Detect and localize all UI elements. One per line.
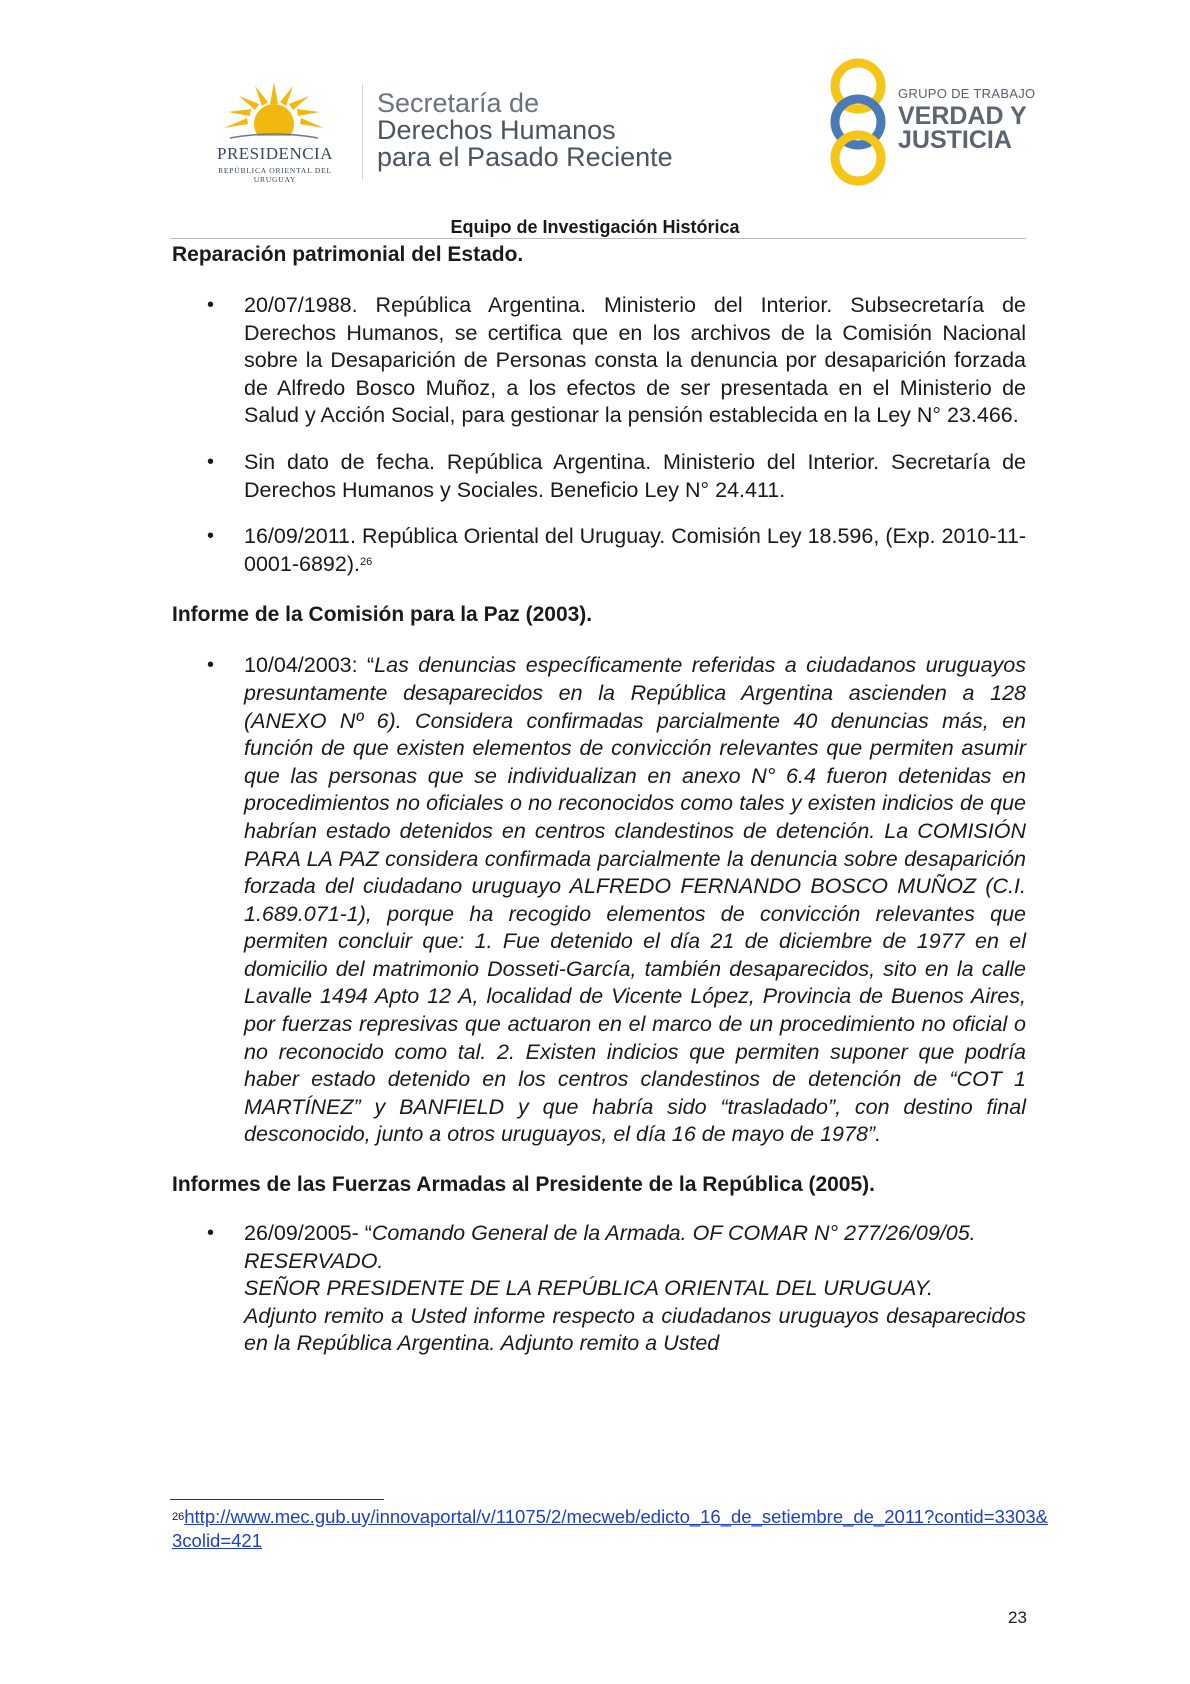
footnote <box>172 1505 1052 1553</box>
list-item-quote-line-4: Adjunto remito a Usted informe respecto a ciudadanos uruguayos desaparecidos en la República Argentina. Adjunto remito a Usted <box>244 1303 1026 1356</box>
presidencia-name: PRESIDENCIA <box>216 144 333 163</box>
grupo-line-1: VERDAD Y <box>898 102 1027 130</box>
list-item <box>172 1220 1026 1358</box>
list-item-quote-line-2: RESERVADO. <box>244 1248 384 1273</box>
secretaria-line-3: para el Pasado Reciente <box>377 142 673 172</box>
secretaria-line-1: Secretaría de <box>377 88 540 118</box>
list-item-date: 26/09/2005- “ <box>244 1221 372 1246</box>
document-body <box>172 240 1026 1358</box>
list-item <box>172 449 1026 504</box>
grupo-small-label: GRUPO DE TRABAJO <box>898 86 1036 101</box>
list-item <box>172 292 1026 430</box>
list-item-text: 16/09/2011. República Oriental del Uruguay. Comisión Ley 18.596, (Exp. 2010-11-0001-6892). <box>244 524 1026 576</box>
logo-divider <box>362 84 363 180</box>
list-item-date: 10/04/2003: “ <box>244 653 375 678</box>
list-item-text: 20/07/1988. República Argentina. Ministerio del Interior. Subsecretaría de Derechos Humanos, se certifica que en los archivos de la Comisión Nacional sobre la Desaparición de Personas consta la denuncia por desaparición forzada de Alfredo Bosco Muñoz, a los efectos de ser presentada en el Ministerio de Salud y Acción Social, para gestionar la pensión establecida en la Ley N° 23.466. <box>244 293 1026 428</box>
section-title-comision-paz: Informe de la Comisión para la Paz (2003). <box>172 603 593 627</box>
secretaria-logo-text <box>377 90 673 171</box>
section-title-fuerzas-armadas: Informes de las Fuerzas Armadas al Presidente de la República (2005). <box>172 1173 875 1197</box>
footnote-number: 26 <box>172 1511 185 1523</box>
fuerzas-armadas-list <box>172 1220 1026 1358</box>
linked-rings-icon <box>818 58 898 188</box>
presidencia-logo <box>196 82 354 184</box>
sun-emblem-icon <box>224 82 324 142</box>
secretaria-line-2: Derechos Humanos <box>377 115 616 145</box>
verdad-justicia-logo <box>818 58 1038 188</box>
team-title: Equipo de Investigación Histórica <box>450 217 740 237</box>
grupo-line-2: JUSTICIA <box>898 126 1012 154</box>
footnote-reference[interactable]: 26 <box>359 555 373 568</box>
footnote-separator <box>170 1499 384 1500</box>
list-item-text: Sin dato de fecha. República Argentina. Ministerio del Interior. Secretaría de Derechos Humanos y Sociales. Beneficio Ley N° 24.411. <box>244 449 1026 502</box>
presidencia-subtitle: REPÚBLICA ORIENTAL DEL URUGUAY <box>218 166 332 184</box>
footnote-link[interactable]: http://www.mec.gub.uy/innovaportal/v/11075/2/mecweb/edicto_16_de_setiembre_de_2011?contid=3303&3colid=421 <box>172 1506 1048 1551</box>
header-rule <box>170 238 1026 239</box>
reparacion-list <box>172 292 1026 578</box>
comision-paz-list <box>172 652 1026 1149</box>
page-number: 23 <box>1008 1608 1027 1627</box>
section-title-reparacion: Reparación patrimonial del Estado. <box>172 243 524 266</box>
list-item <box>172 652 1026 1149</box>
list-item-quote-line-1: Comando General de la Armada. OF COMAR N° 277/26/09/05. <box>371 1221 976 1246</box>
list-item <box>172 523 1026 578</box>
list-item-quote: Las denuncias específicamente referidas a ciudadanos uruguayos presuntamente desaparecidos en la República Argentina ascienden a 128 (ANEXO Nº 6). Considera confirmadas parcialmente 40 denuncias más, en función de que existen elementos de convicción relevantes que permiten asumir que las personas que se individualizan en anexo N° 6.4 fueron detenidas en procedimientos no oficiales o no reconocidos como tales y existen indicios de que habrían estado detenidos en centros clandestinos de detención. La COMISIÓN PARA LA PAZ considera confirmada parcialmente la denuncia sobre desaparición forzada del ciudadano uruguayo ALFREDO FERNANDO BOSCO MUÑOZ (C.I. 1.689.071-1), porque ha recogido elementos de convicción relevantes que permiten concluir que: 1. Fue detenido el día 21 de diciembre de 1977 en el domicilio del matrimonio Dosseti-García, también desaparecidos, sito en la calle Lavalle 1494 Apto 12 A, localidad de Vicente López, Provincia de Buenos Aires, por fuerzas represivas que actuaron en el marco de un procedimiento no oficial o no reconocido como tal. 2. Existen indicios que permiten suponer que podría haber estado detenido en los centros clandestinos de detención de “COT 1 MARTÍNEZ” y BANFIELD y que habría sido “trasladado”, con destino final desconocido, junto a otros uruguayos, el día 16 de mayo de 1978”. <box>244 653 1026 1147</box>
list-item-quote-line-3: SEÑOR PRESIDENTE DE LA REPÚBLICA ORIENTAL DEL URUGUAY. <box>244 1276 933 1301</box>
